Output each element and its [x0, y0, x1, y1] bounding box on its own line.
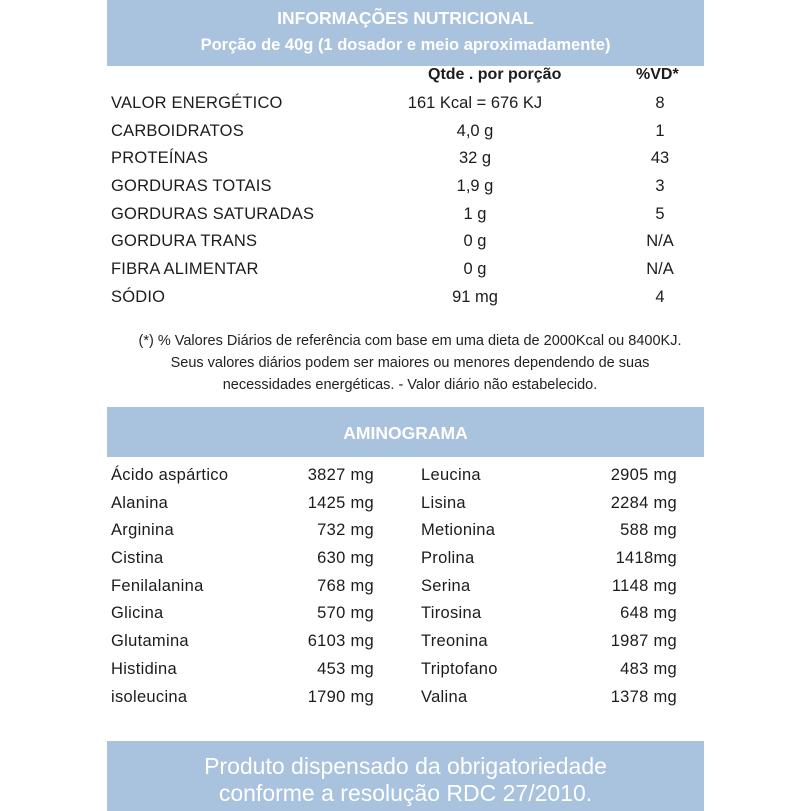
- nutrient-name: SÓDIO: [111, 288, 166, 306]
- amino-acid-value: 2905 mg: [610, 466, 677, 484]
- amino-acid-name: Serina: [421, 577, 471, 595]
- nutrition-row: [0, 260, 811, 288]
- amino-acid-value: 453 mg: [317, 660, 374, 678]
- nutrient-vd: 5: [655, 205, 665, 223]
- nutrition-row: [0, 205, 811, 233]
- regulatory-notice-line: Produto dispensado da obrigatoriedade: [204, 753, 607, 779]
- amino-acid-name: Metionina: [421, 521, 496, 539]
- nutrient-quantity: 1,9 g: [456, 177, 494, 195]
- amino-acid-value: 570 mg: [317, 604, 374, 622]
- nutrient-quantity: 161 Kcal = 676 KJ: [407, 94, 543, 112]
- aminogram-row: [0, 632, 811, 660]
- amino-acid-name: Arginina: [111, 521, 174, 539]
- amino-acid-name: Treonina: [421, 632, 488, 650]
- amino-acid-name: Cistina: [111, 549, 164, 567]
- nutrition-row: [0, 232, 811, 260]
- portion-text: Porção de 40g (1 dosador e meio aproximadamente): [200, 36, 611, 54]
- nutrient-name: GORDURAS TOTAIS: [111, 177, 272, 195]
- nutrient-vd: 4: [655, 288, 665, 306]
- nutrient-vd: N/A: [646, 260, 674, 278]
- amino-acid-name: Triptofano: [421, 660, 498, 678]
- amino-acid-name: Ácido aspártico: [111, 466, 229, 484]
- nutrition-title: INFORMAÇÕES NUTRICIONAL: [277, 8, 534, 28]
- amino-acid-value: 483 mg: [620, 660, 677, 678]
- amino-acid-name: Prolina: [421, 549, 475, 567]
- nutrient-quantity: 91 mg: [452, 288, 498, 306]
- aminogram-row: [0, 494, 811, 522]
- aminogram-row: [0, 577, 811, 605]
- footnote-line: Seus valores diários podem ser maiores ou menores dependendo de suas: [170, 355, 650, 371]
- amino-acid-value: 1790 mg: [307, 688, 374, 706]
- amino-acid-name: Lisina: [421, 494, 466, 512]
- aminogram-header-band: [107, 407, 704, 457]
- amino-acid-value: 1418mg: [615, 549, 677, 567]
- amino-acid-value: 1425 mg: [307, 494, 374, 512]
- nutrient-name: VALOR ENERGÉTICO: [111, 94, 283, 112]
- amino-acid-name: Alanina: [111, 494, 169, 512]
- nutrient-quantity: 4,0 g: [456, 122, 494, 140]
- nutrient-quantity: 0 g: [463, 260, 487, 278]
- nutrient-vd: 8: [655, 94, 665, 112]
- amino-acid-name: isoleucina: [111, 688, 188, 706]
- nutrient-quantity: 32 g: [458, 149, 492, 167]
- footnote-line: necessidades energéticas. - Valor diário não estabelecido.: [222, 377, 598, 393]
- aminogram-row: [0, 660, 811, 688]
- regulatory-notice-band: [107, 741, 704, 811]
- amino-acid-name: Histidina: [111, 660, 177, 678]
- regulatory-notice-line: conforme a resolução RDC 27/2010.: [218, 780, 593, 806]
- nutrient-quantity: 1 g: [463, 205, 487, 223]
- amino-acid-value: 1987 mg: [610, 632, 677, 650]
- daily-values-footnote: [100, 330, 720, 396]
- footnote-line: (*) % Valores Diários de referência com base em uma dieta de 2000Kcal ou 8400KJ.: [138, 333, 682, 349]
- nutrient-vd: 3: [655, 177, 665, 195]
- amino-acid-value: 648 mg: [620, 604, 677, 622]
- aminogram-row: [0, 549, 811, 577]
- nutrition-row: [0, 94, 811, 122]
- aminogram-row: [0, 688, 811, 716]
- amino-acid-value: 3827 mg: [307, 466, 374, 484]
- amino-acid-value: 630 mg: [317, 549, 374, 567]
- nutrient-name: GORDURA TRANS: [111, 232, 258, 250]
- column-header-quantity: Qtde . por porção: [428, 66, 562, 83]
- amino-acid-value: 732 mg: [317, 521, 374, 539]
- nutrient-vd: 43: [650, 149, 670, 167]
- amino-acid-name: Leucina: [421, 466, 481, 484]
- nutrition-row: [0, 149, 811, 177]
- nutrient-vd: N/A: [646, 232, 674, 250]
- amino-acid-value: 1148 mg: [611, 577, 677, 595]
- nutrient-name: FIBRA ALIMENTAR: [111, 260, 259, 278]
- nutrient-vd: 1: [655, 122, 665, 140]
- amino-acid-value: 588 mg: [620, 521, 677, 539]
- amino-acid-value: 768 mg: [317, 577, 374, 595]
- nutrient-name: PROTEÍNAS: [111, 149, 209, 167]
- amino-acid-name: Glicina: [111, 604, 164, 622]
- aminogram-row: [0, 604, 811, 632]
- nutrient-quantity: 0 g: [463, 232, 487, 250]
- amino-acid-name: Valina: [421, 688, 468, 706]
- amino-acid-value: 2284 mg: [610, 494, 677, 512]
- aminogram-row: [0, 466, 811, 494]
- amino-acid-value: 6103 mg: [307, 632, 374, 650]
- amino-acid-name: Tirosina: [421, 604, 482, 622]
- nutrition-row: [0, 288, 811, 316]
- amino-acid-name: Fenilalanina: [111, 577, 204, 595]
- aminogram-row: [0, 521, 811, 549]
- column-header-vd: %VD*: [636, 66, 679, 83]
- nutrition-row: [0, 122, 811, 150]
- nutrient-name: GORDURAS SATURADAS: [111, 205, 315, 223]
- nutrient-name: CARBOIDRATOS: [111, 122, 244, 140]
- aminogram-title: AMINOGRAMA: [343, 423, 468, 443]
- nutrition-row: [0, 177, 811, 205]
- amino-acid-name: Glutamina: [111, 632, 189, 650]
- nutrition-header-band: [107, 0, 704, 66]
- amino-acid-value: 1378 mg: [610, 688, 677, 706]
